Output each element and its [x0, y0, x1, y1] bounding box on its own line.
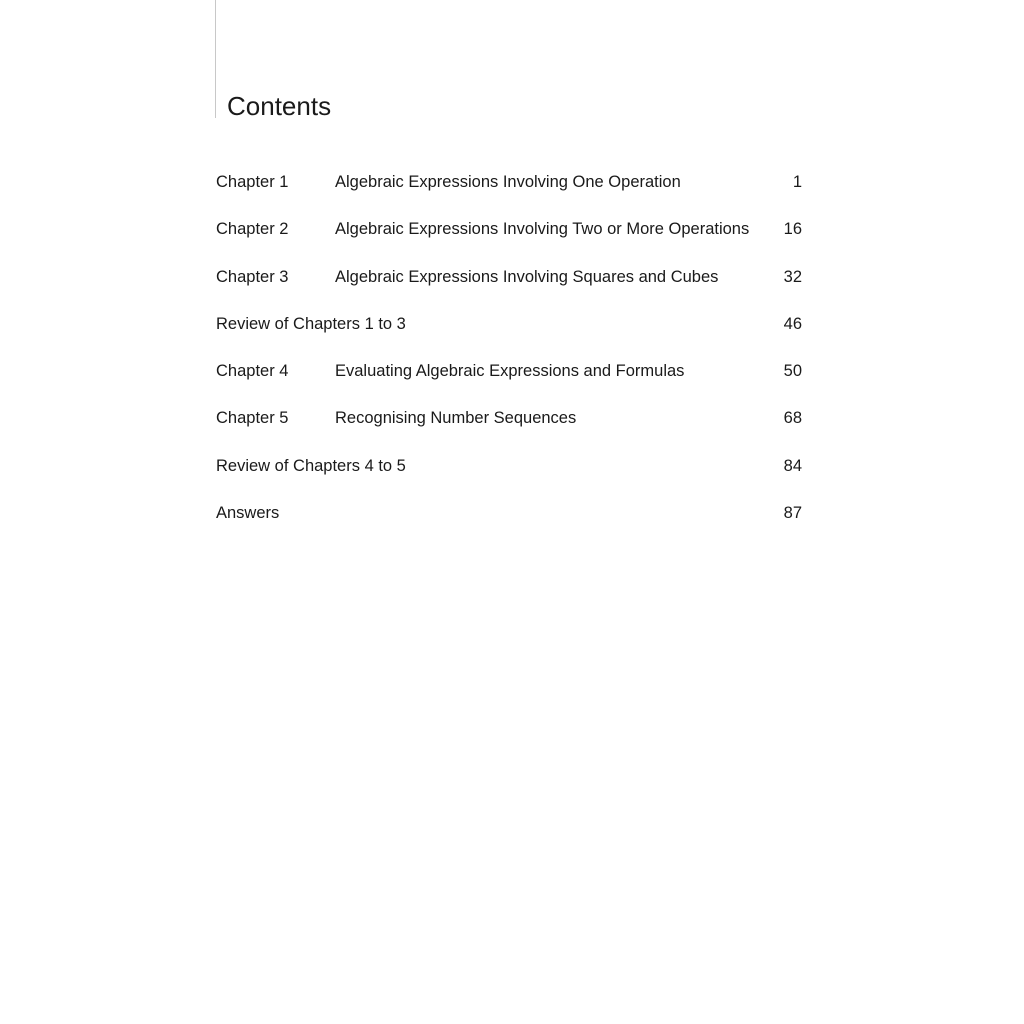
toc-entry-chapter-5[interactable] — [216, 404, 802, 451]
toc-entry-label: Chapter 5 — [216, 409, 289, 428]
toc-entry-label: Review of Chapters 1 to 3 — [216, 314, 406, 333]
toc-entry-page: 1 — [792, 173, 802, 191]
toc-entry-page: 84 — [783, 456, 802, 475]
toc-entry-label: Chapter 4 — [216, 362, 289, 381]
toc-entry-page: 50 — [783, 362, 802, 381]
toc-entry-title: Algebraic Expressions Involving Two or More Operations — [335, 220, 750, 239]
toc-entry-page: 46 — [783, 314, 802, 333]
toc-entry-label: Chapter 1 — [216, 173, 289, 191]
toc-entry-title: Algebraic Expressions Involving Squares and Cubes — [335, 267, 719, 286]
toc-entry-review-4-5[interactable] — [216, 452, 802, 499]
toc-entry-label: Chapter 2 — [216, 220, 289, 239]
margin-rule — [215, 0, 216, 118]
toc-entry-answers[interactable] — [216, 499, 802, 546]
toc-entry-chapter-1[interactable] — [216, 168, 802, 215]
toc-entry-chapter-3[interactable] — [216, 263, 802, 310]
toc-entry-review-1-3[interactable] — [216, 310, 802, 357]
table-of-contents — [216, 168, 802, 546]
page-title: Contents — [227, 91, 332, 121]
toc-entry-label: Answers — [216, 504, 280, 523]
toc-entry-label: Chapter 3 — [216, 267, 289, 286]
toc-entry-title: Recognising Number Sequences — [335, 409, 577, 428]
toc-entry-title: Algebraic Expressions Involving One Operation — [335, 173, 681, 191]
toc-entry-chapter-2[interactable] — [216, 215, 802, 262]
toc-entry-title: Evaluating Algebraic Expressions and Formulas — [335, 362, 685, 381]
toc-entry-page: 68 — [783, 409, 802, 428]
toc-entry-label: Review of Chapters 4 to 5 — [216, 456, 406, 475]
toc-entry-page: 16 — [783, 220, 802, 239]
toc-entry-chapter-4[interactable] — [216, 357, 802, 404]
toc-entry-page: 87 — [783, 504, 802, 523]
toc-entry-page: 32 — [783, 267, 802, 286]
